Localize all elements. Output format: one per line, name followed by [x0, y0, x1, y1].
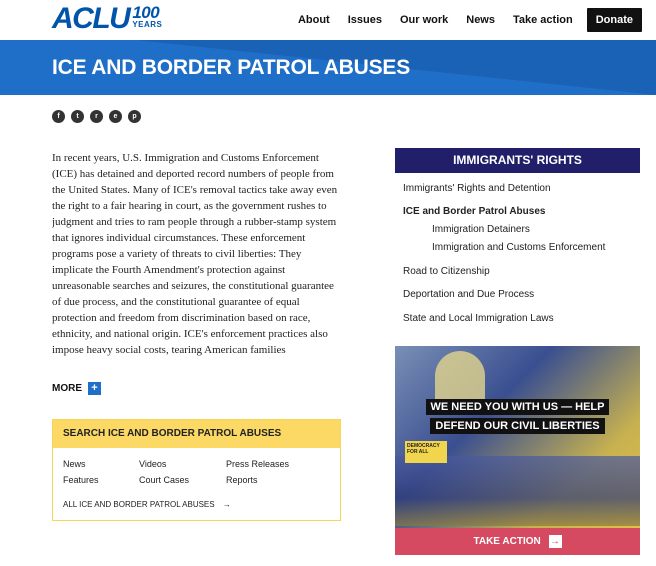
sidebar-item-immigrants-rights-detention[interactable]: Immigrants' Rights and Detention [403, 183, 551, 194]
search-link-court-cases[interactable]: Court Cases [139, 475, 190, 485]
sidebar-item-ice[interactable]: Immigration and Customs Enforcement [432, 242, 606, 253]
search-link-press-releases[interactable]: Press Releases [226, 459, 290, 469]
sidebar-title: IMMIGRANTS' RIGHTS [395, 148, 640, 173]
more-label: MORE [52, 383, 82, 394]
article-body: In recent years, U.S. Immigration and Customs Enforcement (ICE) has detained and deported record numbers of people from the United States. Many of ICE's removal tactics take away even the right to a fair hearing in court, as the government rushes to judgment and tries to ram people through a rubber-stamp system that ignores individual circumstances. These enforcement programs pose a variety of threats to civil liberties: They implicate the Fourth Amendment's protection against unreasonable searches and seizures, the constitutional guarantee of due process, and the constitutional guarantee of equal protection and freedom from discrimination based on race, ethnicity, and national origin. ICE's enforcement practices also impose heavy social costs, tearing American families [52, 152, 338, 356]
donate-button[interactable]: Donate [587, 8, 642, 32]
promo-line-1: WE NEED YOU WITH US — HELP [426, 399, 610, 415]
social-share [52, 110, 141, 123]
search-heading: SEARCH ICE AND BORDER PATROL ABUSES [53, 420, 340, 448]
promo-message [395, 397, 640, 435]
twitter-icon[interactable]: t [71, 110, 84, 123]
plus-icon: + [88, 382, 101, 395]
sidebar-item-deportation[interactable]: Deportation and Due Process [403, 289, 535, 300]
sidebar-item-immigration-detainers[interactable]: Immigration Detainers [432, 224, 530, 235]
nav-issues[interactable]: Issues [347, 14, 382, 26]
crowd-image [395, 456, 640, 526]
print-icon[interactable]: p [128, 110, 141, 123]
promo-banner[interactable] [395, 346, 640, 555]
nav-news[interactable]: News [466, 14, 495, 26]
sidebar-item-road-to-citizenship[interactable]: Road to Citizenship [403, 266, 490, 277]
logo-100: 100 [132, 3, 160, 22]
search-all-link[interactable] [63, 500, 231, 509]
take-action-label: TAKE ACTION [473, 536, 541, 547]
nav-our-work[interactable]: Our work [399, 14, 449, 26]
site-header [0, 0, 656, 40]
search-link-news[interactable]: News [63, 459, 86, 469]
sidebar-item-ice-border-patrol[interactable]: ICE and Border Patrol Abuses [403, 206, 546, 217]
more-link[interactable] [52, 382, 101, 395]
take-action-button[interactable] [395, 528, 640, 555]
promo-line-2: DEFEND OUR CIVIL LIBERTIES [430, 418, 604, 434]
nav-take-action[interactable]: Take action [513, 14, 573, 26]
arrow-right-icon: → [222, 500, 231, 509]
sidebar-item-state-local-laws[interactable]: State and Local Immigration Laws [403, 313, 554, 324]
page-title: ICE AND BORDER PATROL ABUSES [52, 56, 411, 79]
facebook-icon[interactable]: f [52, 110, 65, 123]
nav-about[interactable]: About [297, 14, 330, 26]
logo-centennial [132, 4, 162, 29]
search-link-features[interactable]: Features [63, 475, 99, 485]
reddit-icon[interactable]: r [90, 110, 103, 123]
protest-sign: DEMOCRACY FOR ALL [405, 441, 447, 463]
search-link-reports[interactable]: Reports [226, 475, 258, 485]
email-icon[interactable]: e [109, 110, 122, 123]
search-link-videos[interactable]: Videos [139, 459, 167, 469]
arrow-right-icon: → [550, 535, 560, 547]
logo-years: YEARS [132, 20, 163, 29]
page-banner [0, 40, 656, 95]
aclu-logo[interactable] [52, 4, 162, 34]
main-nav [280, 8, 642, 32]
search-box [52, 419, 341, 521]
search-all-label: ALL ICE AND BORDER PATROL ABUSES [63, 500, 215, 509]
logo-wordmark: ACLU [52, 2, 130, 35]
